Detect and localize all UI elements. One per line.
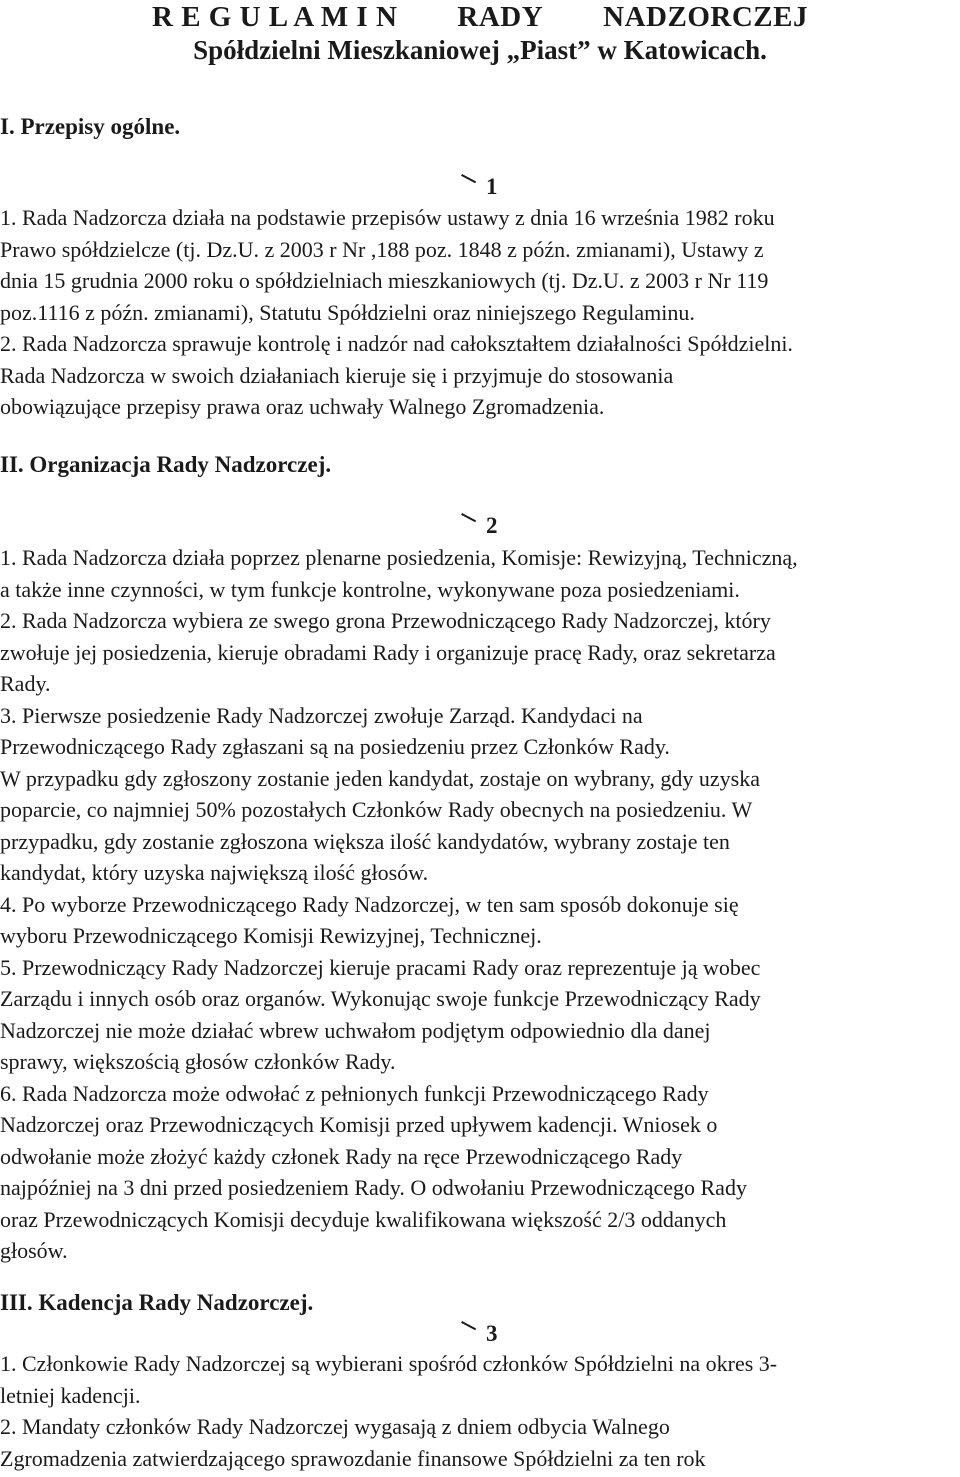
document-subtitle: Spółdzielni Mieszkaniowej „Piast” w Katowicach.: [193, 35, 767, 65]
title-word: R E G U L A M I N: [152, 1, 398, 33]
text-line: poparcie, co najmniej 50% pozostałych Członków Rady obecnych na posiedzeniu. W: [0, 797, 753, 822]
text-line: Prawo spółdzielcze (tj. Dz.U. z 2003 r Nr ,188 poz. 1848 z późn. zmianami), Ustawy z: [0, 236, 764, 262]
text-line: Nadzorczej oraz Przewodniczących Komisji przed upływem kadencji. Wniosek o: [0, 1112, 718, 1137]
text-line: 1. Członkowie Rady Nadzorczej są wybierani spośród członków Spółdzielni na okres 3-: [0, 1351, 778, 1376]
section-heading: II. Organizacja Rady Nadzorczej.: [0, 452, 332, 477]
text-line: Rady.: [0, 671, 51, 696]
text-line: 3. Pierwsze posiedzenie Rady Nadzorczej zwołuje Zarząd. Kandydaci na: [0, 702, 643, 728]
section-body: [0, 202, 958, 423]
text-line: wyboru Przewodniczącego Komisji Rewizyjnej, Technicznej.: [0, 923, 542, 948]
text-line: obowiązujące przepisy prawa oraz uchwały Walnego Zgromadzenia.: [0, 394, 605, 419]
text-line: Nadzorczej nie może działać wbrew uchwałom podjętym odpowiednio dla danej: [0, 1017, 711, 1043]
text-line: 2. Rada Nadzorcza sprawuje kontrolę i nadzór nad całokształtem działalności Spółdzielni.: [0, 331, 793, 356]
text-line: sprawy, większością głosów członków Rady.: [0, 1049, 396, 1074]
text-line: odwołanie może złożyć każdy członek Rady na ręce Przewodniczącego Rady: [0, 1143, 683, 1169]
text-line: Przewodniczącego Rady zgłaszani są na posiedzeniu przez Członków Rady.: [0, 734, 670, 759]
paragraph-number: 1: [462, 173, 498, 201]
text-line: Zgromadzenia zatwierdzającego sprawozdanie finansowe Spółdzielni za ten rok: [0, 1445, 706, 1471]
text-line: 1. Rada Nadzorcza działa poprzez plenarne posiedzenia, Komisje: Rewizyjną, Techniczną,: [0, 545, 798, 570]
text-line: 6. Rada Nadzorcza może odwołać z pełnionych funkcji Przewodniczącego Rady: [0, 1080, 709, 1106]
text-line: W przypadku gdy zgłoszony zostanie jeden kandydat, zostaje on wybrany, gdy uzyska: [0, 765, 761, 791]
text-line: letniej kadencji.: [0, 1382, 141, 1408]
text-line: najpóźniej na 3 dni przed posiedzeniem Rady. O odwołaniu Przewodniczącego Rady: [0, 1175, 747, 1200]
text-line: a także inne czynności, w tym funkcje kontrolne, wykonywane poza posiedzeniami.: [0, 576, 740, 602]
text-line: przypadku, gdy zostanie zgłoszona większa ilość kandydatów, wybrany zostaje ten: [0, 828, 730, 854]
section-heading: I. Przepisy ogólne.: [0, 114, 181, 139]
section-body: [0, 1348, 958, 1474]
title-word: NADZORCZEJ: [603, 1, 808, 33]
text-line: Rada Nadzorcza w swoich działaniach kieruje się i przyjmuje do stosowania: [0, 362, 674, 388]
text-line: dnia 15 grudnia 2000 roku o spółdzielniach mieszkaniowych (tj. Dz.U. z 2003 r Nr 119: [0, 268, 769, 293]
text-line: zwołuje jej posiedzenia, kieruje obradami Rady i organizuje pracę Rady, oraz sekretarza: [0, 639, 776, 665]
text-line: 4. Po wyborze Przewodniczącego Rady Nadzorczej, w ten sam sposób dokonuje się: [0, 891, 739, 917]
document-title: [0, 0, 960, 34]
text-line: oraz Przewodniczących Komisji decyduje kwalifikowana większość 2/3 oddanych: [0, 1206, 727, 1232]
section-body: [0, 542, 958, 1267]
section-sign-icon: [462, 174, 478, 196]
section-sign-icon: [462, 513, 478, 535]
title-word: RADY: [457, 1, 544, 33]
section-sign-icon: [462, 1321, 478, 1343]
text-line: Zarządu i innych osób oraz organów. Wykonując swoje funkcje Przewodniczący Rady: [0, 986, 761, 1011]
text-line: kandydat, który uzyska największą ilość głosów.: [0, 860, 429, 885]
text-line: 5. Przewodniczący Rady Nadzorczej kieruje pracami Rady oraz reprezentuje ją wobec: [0, 954, 761, 980]
text-line: głosów.: [0, 1238, 68, 1263]
text-line: 2. Mandaty członków Rady Nadzorczej wygasają z dniem odbycia Walnego: [0, 1414, 670, 1439]
section-heading: III. Kadencja Rady Nadzorczej.: [0, 1290, 314, 1315]
paragraph-number: 2: [462, 512, 498, 540]
text-line: 2. Rada Nadzorcza wybiera ze swego grona Przewodniczącego Rady Nadzorczej, który: [0, 608, 771, 633]
text-line: 1. Rada Nadzorcza działa na podstawie przepisów ustawy z dnia 16 września 1982 roku: [0, 205, 775, 230]
paragraph-number: 3: [462, 1320, 498, 1348]
text-line: poz.1116 z późn. zmianami), Statutu Spółdzielni oraz niniejszego Regulaminu.: [0, 299, 695, 325]
